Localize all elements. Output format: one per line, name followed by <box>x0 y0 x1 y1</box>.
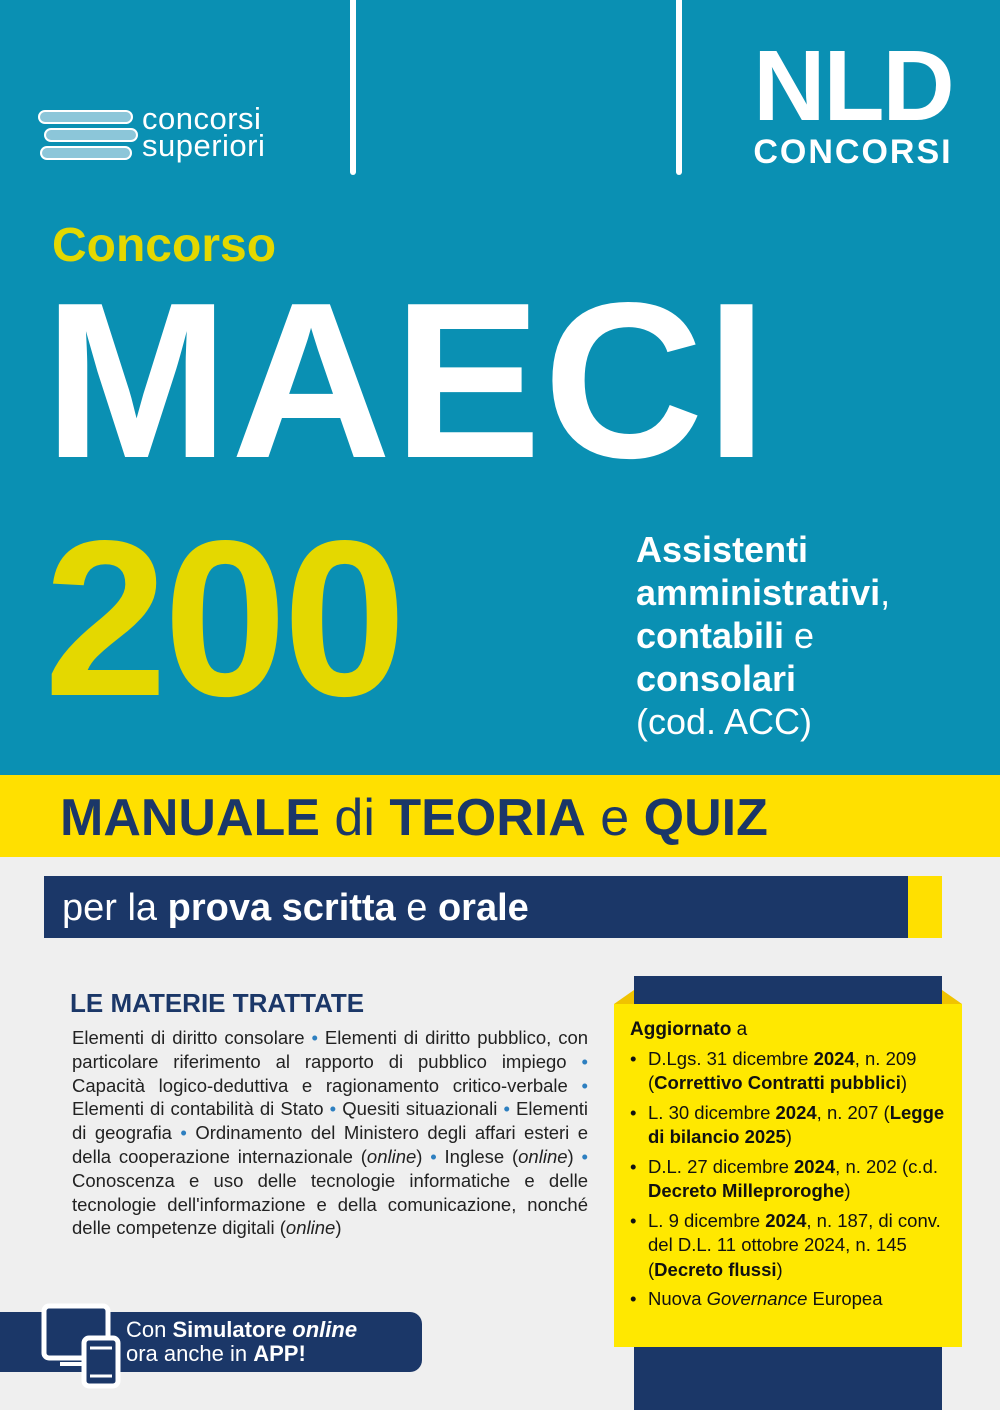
subtitle-word-1: Assistenti <box>636 529 809 570</box>
main-title: MAECI <box>44 257 770 505</box>
subtitle: Assistenti amministrativi, contabili e consolari (cod. ACC) <box>636 529 891 742</box>
devices-icon <box>40 1302 122 1390</box>
update-item: • D.L. 27 dicembre 2024, n. 202 (c.d. Decreto Milleproroghe) <box>630 1155 946 1204</box>
books-icon <box>38 110 138 162</box>
nld-mark: NLD <box>753 30 953 142</box>
divider-line-left <box>350 0 356 175</box>
updates-content <box>630 1018 946 1317</box>
update-item: • L. 9 dicembre 2024, n. 187, di conv. del D.L. 11 ottobre 2024, n. 145 (Decreto flussi) <box>630 1209 946 1283</box>
kicker: Concorso <box>52 219 277 272</box>
logo-line-2: superiori <box>142 128 266 163</box>
simulator-text: Con Simulatore online ora anche in APP! <box>126 1317 358 1366</box>
updates-box-cap-top <box>634 976 942 1004</box>
prova-banner <box>44 876 942 938</box>
logo-line-1: concorsi <box>142 101 262 136</box>
update-item: • L. 30 dicembre 2024, n. 207 (Legge di bilancio 2025) <box>630 1101 946 1150</box>
prova-text: per la prova scritta e orale <box>44 876 908 938</box>
update-item: • Nuova Governance Europea <box>630 1287 946 1312</box>
subtitle-word-3: contabili <box>636 615 785 656</box>
subtitle-word-2: amministrativi <box>636 572 881 613</box>
materie-list: Elementi di diritto consolare • Elementi di diritto pubblico, con particolare riferimento al rapporto di pubblico impiego • Capacità logico-deduttiva e ragionamento critico-verbale • Elementi di contabilità di Stato • Quesiti situazionali • Elementi di geografia • Ordinamento del Ministero degli affari esteri e della cooperazione internazionale (online) • Inglese (online) • Conoscenza e uso delle tecnologie informatiche e delle tecnologie dell'informazione e della comunicazione, nonché delle competenze digitali (online) <box>72 1027 589 1239</box>
update-item: • D.Lgs. 31 dicembre 2024, n. 209 (Correttivo Contratti pubblici) <box>630 1047 946 1096</box>
positions-number: 200 <box>44 495 403 743</box>
nld-concorsi-logo <box>748 30 958 172</box>
concorsi-superiori-logo <box>38 101 328 165</box>
materie-heading: LE MATERIE TRATTATE <box>70 988 365 1018</box>
updates-box-cap-bottom <box>634 1347 942 1410</box>
nld-word: CONCORSI <box>753 133 953 171</box>
updates-title: Aggiornato a <box>630 1019 748 1040</box>
subtitle-code: (cod. ACC) <box>636 701 813 742</box>
manual-title: MANUALE di TEORIA e QUIZ <box>60 789 768 847</box>
subtitle-word-4: consolari <box>636 658 797 699</box>
divider-line-right <box>676 0 682 175</box>
box-fold-right <box>942 990 962 1004</box>
box-fold-left <box>614 990 634 1004</box>
